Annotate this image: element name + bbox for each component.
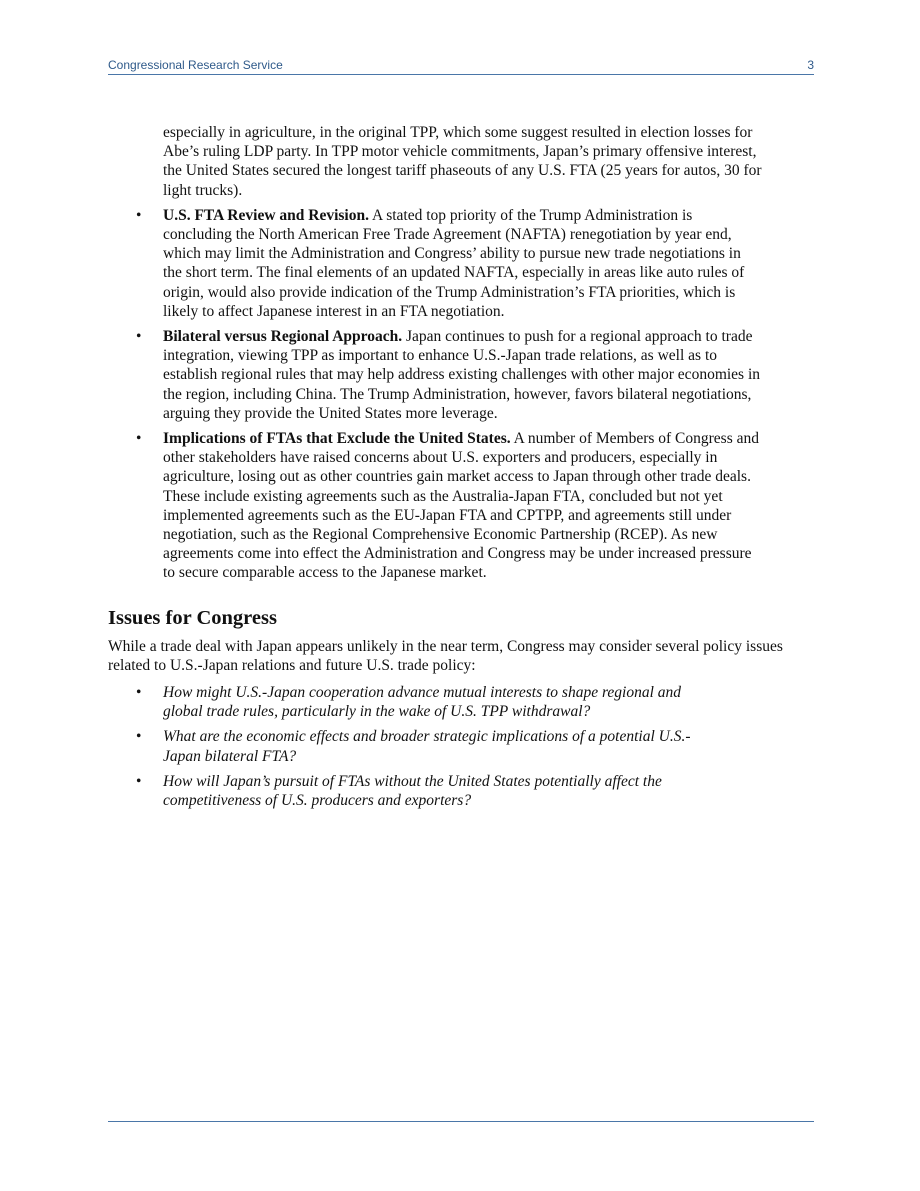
- bullet-text: A stated top priority of the Trump Administration is concluding the North American Free Trade Agreement (NAFTA) renegotiation by year end, which may limit the Administration and Congress’ ability to pursue new trade negotiations in the short term. The final elements of an updated NAFTA, especially in areas like auto rules of origin, would also provide indication of the Trump Administration’s FTA priorities, which is likely to affect Japanese interest in an FTA negotiation.: [163, 206, 745, 320]
- page-header: [108, 56, 814, 75]
- list-item: [108, 727, 814, 765]
- bullet-icon: •: [136, 328, 142, 346]
- question-list: [108, 683, 814, 810]
- question-text: How will Japan’s pursuit of FTAs without the United States potentially affect the competitiveness of U.S. producers and exporters?: [163, 772, 662, 810]
- bullet-list: [108, 206, 814, 583]
- list-item: [108, 683, 814, 721]
- bullet-lead: Bilateral versus Regional Approach.: [163, 328, 403, 346]
- bullet-icon: •: [136, 430, 142, 448]
- bullet-lead: Implications of FTAs that Exclude the United States.: [163, 430, 511, 448]
- list-item: [108, 429, 814, 583]
- header-title: Congressional Research Service: [108, 58, 283, 72]
- section-intro: While a trade deal with Japan appears unlikely in the near term, Congress may consider several policy issues related to U.S.-Japan relations and future U.S. trade policy:: [108, 637, 783, 674]
- bullet-lead: U.S. FTA Review and Revision.: [163, 206, 369, 224]
- list-item: [108, 327, 814, 423]
- list-item: [108, 772, 814, 810]
- bullet-icon: •: [136, 772, 142, 790]
- question-text: How might U.S.-Japan cooperation advance mutual interests to shape regional and global trade rules, particularly in the wake of U.S. TPP withdrawal?: [163, 684, 682, 721]
- page-number: 3: [807, 58, 814, 72]
- bullet-icon: •: [136, 728, 142, 746]
- document-body: [108, 123, 814, 816]
- bullet-icon: •: [136, 206, 142, 224]
- bullet-icon: •: [136, 684, 142, 702]
- bullet-text: A number of Members of Congress and other stakeholders have raised concerns about U.S. exporters and producers, especially in agriculture, losing out as other countries gain market access to Japan through other trade deals. These include existing agreements such as the Australia-Japan FTA, concluded but not yet implemented agreements such as the EU-Japan FTA and CPTPP, and agreements still under negotiation, such as the Regional Comprehensive Economic Partnership (RCEP). As new agreements come into effect the Administration and Congress may be under increased pressure to secure comparable access to the Japanese market.: [163, 430, 760, 582]
- footer-divider: [108, 1121, 814, 1122]
- list-item: [108, 206, 814, 321]
- question-text: What are the economic effects and broader strategic implications of a potential U.S.-Japan bilateral FTA?: [163, 728, 691, 765]
- bullet-text: Japan continues to push for a regional approach to trade integration, viewing TPP as important to enhance U.S.-Japan trade relations, as well as to establish regional rules that may help address existing challenges with other major economies in the region, including China. The Trump Administration, however, favors bilateral negotiations, arguing they provide the United States more leverage.: [163, 328, 761, 422]
- continuation-paragraph: especially in agriculture, in the original TPP, which some suggest resulted in election losses for Abe’s ruling LDP party. In TPP motor vehicle commitments, Japan’s primary offensive interest, the United States secured the longest tariff phaseouts of any U.S. FTA (25 years for autos, 30 for light trucks).: [163, 124, 762, 199]
- section-heading: Issues for Congress: [108, 606, 277, 629]
